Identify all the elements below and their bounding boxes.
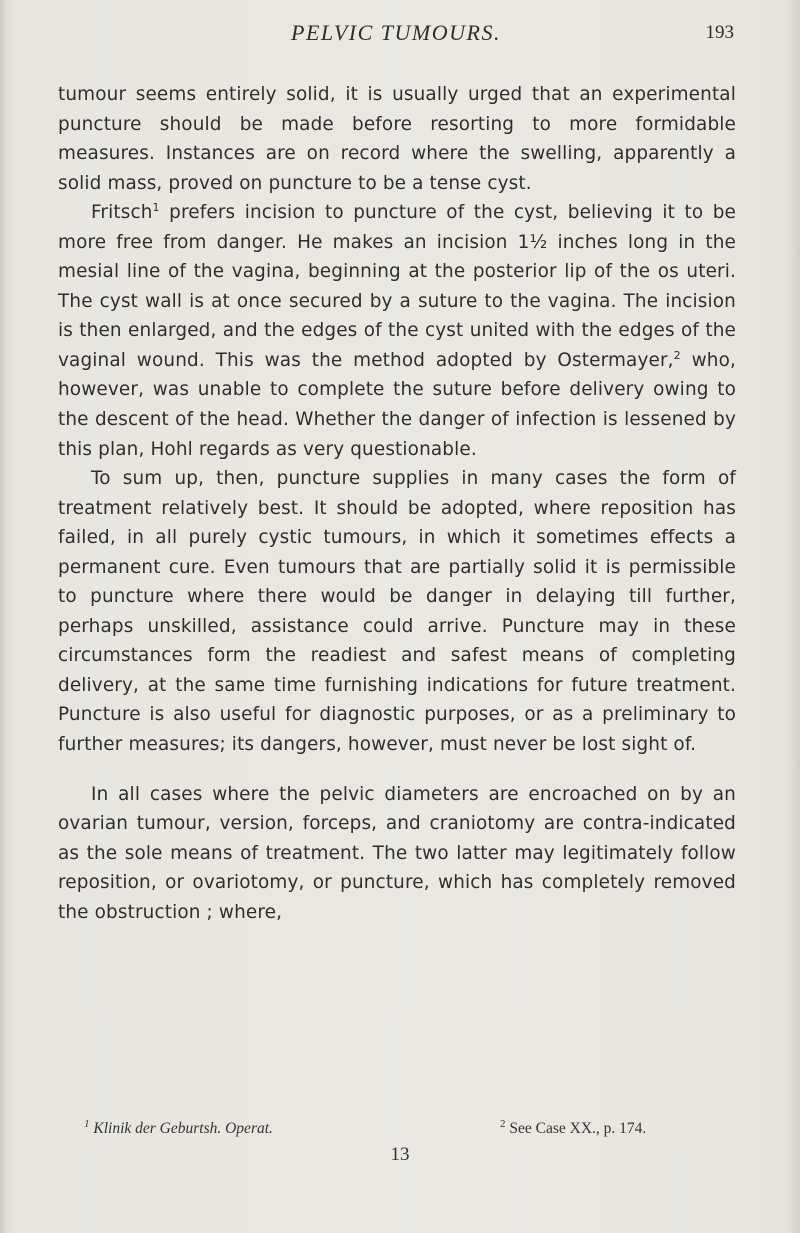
paragraph-4: In all cases where the pelvic diameters are encroached on by an ovarian tumour, version, forceps, and craniotomy are contra-indicated as the sole means of treatment. The two latter may legitimately follow reposition, or ovariotomy, or puncture, which has completely removed the obstruction ; where, <box>58 783 736 923</box>
paragraph-2-text-b: who, however, was unable to complete the suture before delivery owing to the descent of the head. Whether the danger of infection is lessened by this plan, Hohl regards as very questionable. <box>58 349 736 460</box>
page-header <box>58 20 734 50</box>
body-text <box>58 80 736 927</box>
paragraph-1: tumour seems entirely solid, it is usually urged that an experimental puncture should be made before resorting to more formidable measures. Instances are on record where the swelling, apparently a solid mass, proved on puncture to be a tense cyst. <box>58 84 736 194</box>
footnote-ref-2: 2 <box>673 348 681 362</box>
binding-shadow <box>0 0 6 1233</box>
footnote-2-mark: 2 <box>500 1117 506 1130</box>
footnote-1-mark: 1 <box>84 1117 90 1130</box>
footnote-1-text: Klinik der Geburtsh. Operat. <box>89 1120 273 1137</box>
footnote-ref-1: 1 <box>152 201 160 215</box>
footnotes <box>84 1117 724 1144</box>
running-title: PELVIC TUMOURS. <box>291 20 501 45</box>
page-number: 193 <box>705 22 734 43</box>
paragraph-2 <box>58 198 736 464</box>
edge-shadow <box>786 0 800 1233</box>
footnote-1 <box>84 1117 273 1138</box>
paragraph-3: To sum up, then, puncture supplies in many cases the form of treatment relatively best. It should be adopted, where reposition has failed, in all purely cystic tumours, in which it sometimes effects a permanent cure. Even tumours that are partially solid it is permissible to puncture where there would be danger in delaying till further, perhaps unskilled, assistance could arrive. Puncture may in these circumstances form the readiest and safest means of completing delivery, at the same time furnishing indications for future treatment. Puncture is also useful for diagnostic purposes, or as a preliminary to further measures; its dangers, however, must never be lost sight of. <box>58 468 736 756</box>
footnote-2 <box>500 1117 647 1138</box>
footnote-2-text: See Case XX., p. 174. <box>505 1120 647 1137</box>
author-name: Fritsch <box>91 202 153 224</box>
paragraph-2-text-a: prefers incision to puncture of the cyst, believing it to be more free from danger. He makes an incision 1½ inches long in the mesial line of the vagina, beginning at the posterior lip of the os uteri. The cyst wall is at once secured by a suture to the vagina. The incision is then enlarged, and the edges of the cyst united with the edges of the vaginal wound. This was the method adopted by Ostermayer, <box>58 202 736 371</box>
signature-mark: 13 <box>390 1144 410 1165</box>
